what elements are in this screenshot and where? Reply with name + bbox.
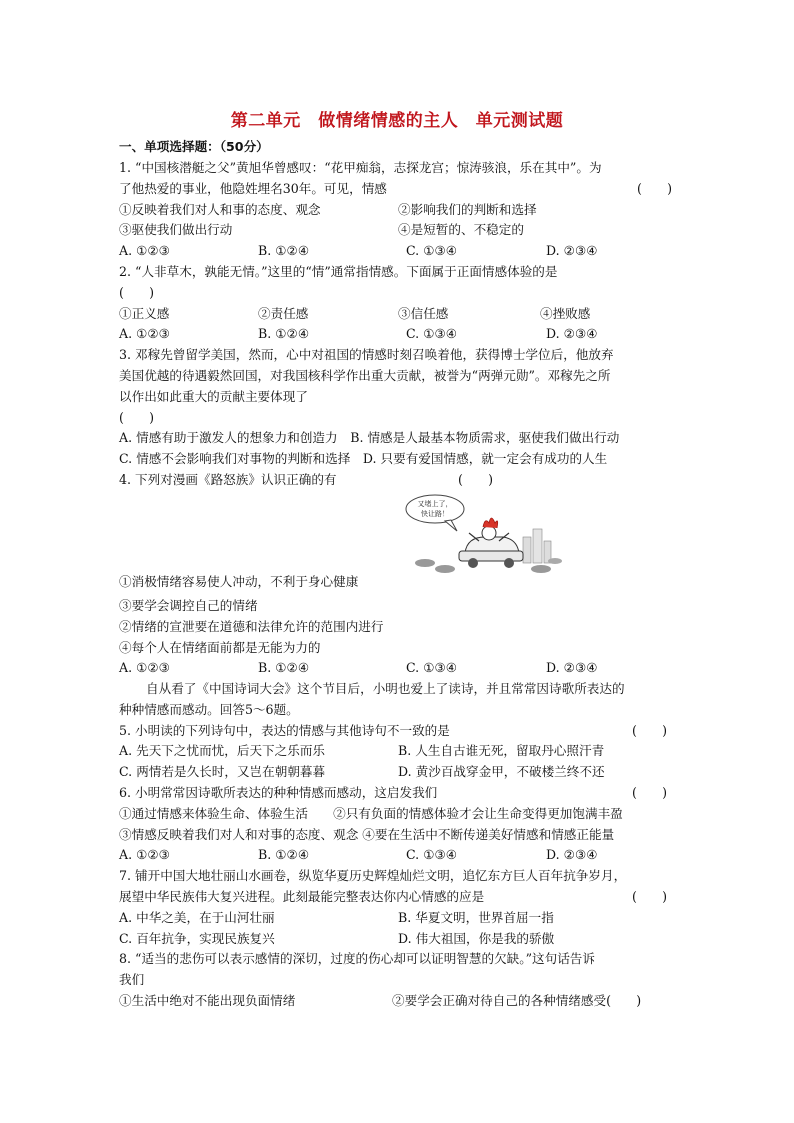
q2-option-3: ③信任感	[398, 306, 449, 321]
q6-choice-b[interactable]: B. ①②④	[258, 847, 310, 862]
q5-choice-c[interactable]: C. 两情若是久长时，又岂在朝朝暮暮	[119, 764, 326, 779]
q3-stem-cont: 美国优越的待遇毅然回国，对我国核科学作出重大贡献，被誉为“两弹元勋”。邓稼先之所	[119, 368, 611, 383]
cartoon-bubble-line-2: 快让路！	[421, 510, 449, 518]
road-rage-cartoon	[405, 493, 563, 575]
q6-stem: 6. 小明常常因诗歌所表达的种种情感而感动，这启发我们	[119, 785, 438, 800]
q1-choice-b[interactable]: B. ①②④	[258, 243, 310, 258]
q4-answer-paren[interactable]: ( )	[458, 472, 494, 487]
q7-choice-a[interactable]: A. 中华之美，在于山河壮丽	[119, 910, 275, 925]
q1-choice-c[interactable]: C. ①③④	[406, 243, 458, 258]
q5-choice-d[interactable]: D. 黄沙百战穿金甲，不破楼兰终不还	[398, 764, 605, 779]
q4-option-4: ④每个人在情绪面前都是无能为力的	[119, 640, 321, 655]
q3-choices-cd[interactable]: C. 情感不会影响我们对事物的判断和选择 D. 只要有爱国情感，就一定会有成功的人生	[119, 451, 608, 466]
q4-stem: 4. 下列对漫画《路怒族》认识正确的有	[119, 472, 337, 487]
q2-option-4: ④挫败感	[540, 306, 591, 321]
q4-choice-c[interactable]: C. ①③④	[406, 660, 458, 675]
q7-stem: 7. 铺开中国大地壮丽山水画卷，纵览华夏历史辉煌灿烂文明，追忆东方巨人百年抗争岁月，	[119, 868, 627, 883]
q1-stem: 1. “中国核潜艇之父”黄旭华曾感叹：“花甲痴翁，志探龙宫；惊涛骇浪，乐在其中”。为	[119, 160, 602, 175]
page-title: 第二单元 做情绪情感的主人 单元测试题	[230, 111, 564, 131]
q2-choice-c[interactable]: C. ①③④	[406, 326, 458, 341]
q1-choice-a[interactable]: A. ①②③	[119, 243, 170, 258]
q1-choice-d[interactable]: D. ②③④	[546, 243, 598, 258]
q4-choice-d[interactable]: D. ②③④	[546, 660, 598, 675]
q6-choice-d[interactable]: D. ②③④	[546, 847, 598, 862]
section-heading: 一、单项选择题：（50分）	[119, 139, 269, 154]
q5-answer-paren[interactable]: ( )	[632, 723, 668, 738]
q8-option-2: ②要学会正确对待自己的各种情绪感受( )	[392, 993, 642, 1008]
q3-stem-cont-2: 以作出如此重大的贡献主要体现了	[119, 389, 308, 404]
q1-option-3: ③驱使我们做出行动	[119, 222, 233, 237]
q1-stem-cont: 了他热爱的事业，他隐姓埋名30年。可见，情感	[119, 181, 387, 196]
q1-option-2: ②影响我们的判断和选择	[398, 202, 537, 217]
q8-option-1: ①生活中绝对不能出现负面情绪	[119, 993, 296, 1008]
q4-option-3: ③要学会调控自己的情绪	[119, 598, 258, 613]
q6-options-34: ③情感反映着我们对人和对事的态度、观念 ④要在生活中不断传递美好情感和情感正能量	[119, 827, 615, 842]
intro-paragraph: 自从看了《中国诗词大会》这个节目后，小明也爱上了读诗，并且常常因诗歌所表达的	[146, 681, 625, 696]
q5-stem: 5. 小明读的下列诗句中，表达的情感与其他诗句不一致的是	[119, 723, 450, 738]
q6-answer-paren[interactable]: ( )	[632, 785, 668, 800]
q1-answer-paren[interactable]: ( )	[637, 181, 673, 196]
q2-choice-d[interactable]: D. ②③④	[546, 326, 598, 341]
intro-paragraph-cont: 种种情感而感动。回答5～6题。	[119, 702, 299, 717]
q3-answer-paren[interactable]: ( )	[119, 410, 155, 425]
q5-choice-a[interactable]: A. 先天下之忧而忧，后天下之乐而乐	[119, 743, 326, 758]
q7-stem-cont: 展望中华民族伟大复兴进程。此刻最能完整表达你内心情感的应是	[119, 889, 485, 904]
q3-stem: 3. 邓稼先曾留学美国，然而，心中对祖国的情感时刻召唤着他，获得博士学位后，他放弃	[119, 347, 614, 362]
q7-answer-paren[interactable]: ( )	[632, 889, 668, 904]
q2-choice-a[interactable]: A. ①②③	[119, 326, 170, 341]
q2-option-2: ②责任感	[258, 306, 309, 321]
q2-option-1: ①正义感	[119, 306, 170, 321]
q2-stem: 2. “人非草木，孰能无情。”这里的“情”通常指情感。下面属于正面情感体验的是	[119, 264, 558, 279]
q5-choice-b[interactable]: B. 人生自古谁无死，留取丹心照汗青	[398, 743, 605, 758]
q6-choice-a[interactable]: A. ①②③	[119, 847, 170, 862]
q6-choice-c[interactable]: C. ①③④	[406, 847, 458, 862]
q8-stem: 8. “适当的悲伤可以表示感情的深切，过度的伤心却可以证明智慧的欠缺。”这句话告诉	[119, 951, 595, 966]
q4-choice-a[interactable]: A. ①②③	[119, 660, 170, 675]
q4-option-1: ①消极情绪容易使人冲动，不利于身心健康	[119, 574, 359, 589]
q6-options-12: ①通过情感来体验生命、体验生活 ②只有负面的情感体验才会让生命变得更加饱满丰盈	[119, 806, 623, 821]
q4-choice-b[interactable]: B. ①②④	[258, 660, 310, 675]
q2-choice-b[interactable]: B. ①②④	[258, 326, 310, 341]
q1-option-1: ①反映着我们对人和事的态度、观念	[119, 202, 321, 217]
q7-choice-c[interactable]: C. 百年抗争，实现民族复兴	[119, 931, 275, 946]
q7-choice-b[interactable]: B. 华夏文明，世界首屈一指	[398, 910, 554, 925]
cartoon-bubble-line-1: 又堵上了，	[417, 500, 453, 508]
q7-choice-d[interactable]: D. 伟大祖国，你是我的骄傲	[398, 931, 555, 946]
q2-answer-paren[interactable]: ( )	[119, 285, 155, 300]
q3-choices-ab[interactable]: A. 情感有助于激发人的想象力和创造力 B. 情感是人最基本物质需求，驱使我们做出行动	[119, 430, 620, 445]
q8-stem-cont: 我们	[119, 972, 145, 987]
q1-option-4: ④是短暂的、不稳定的	[398, 222, 524, 237]
q4-option-2: ②情绪的宣泄要在道德和法律允许的范围内进行	[119, 619, 384, 634]
